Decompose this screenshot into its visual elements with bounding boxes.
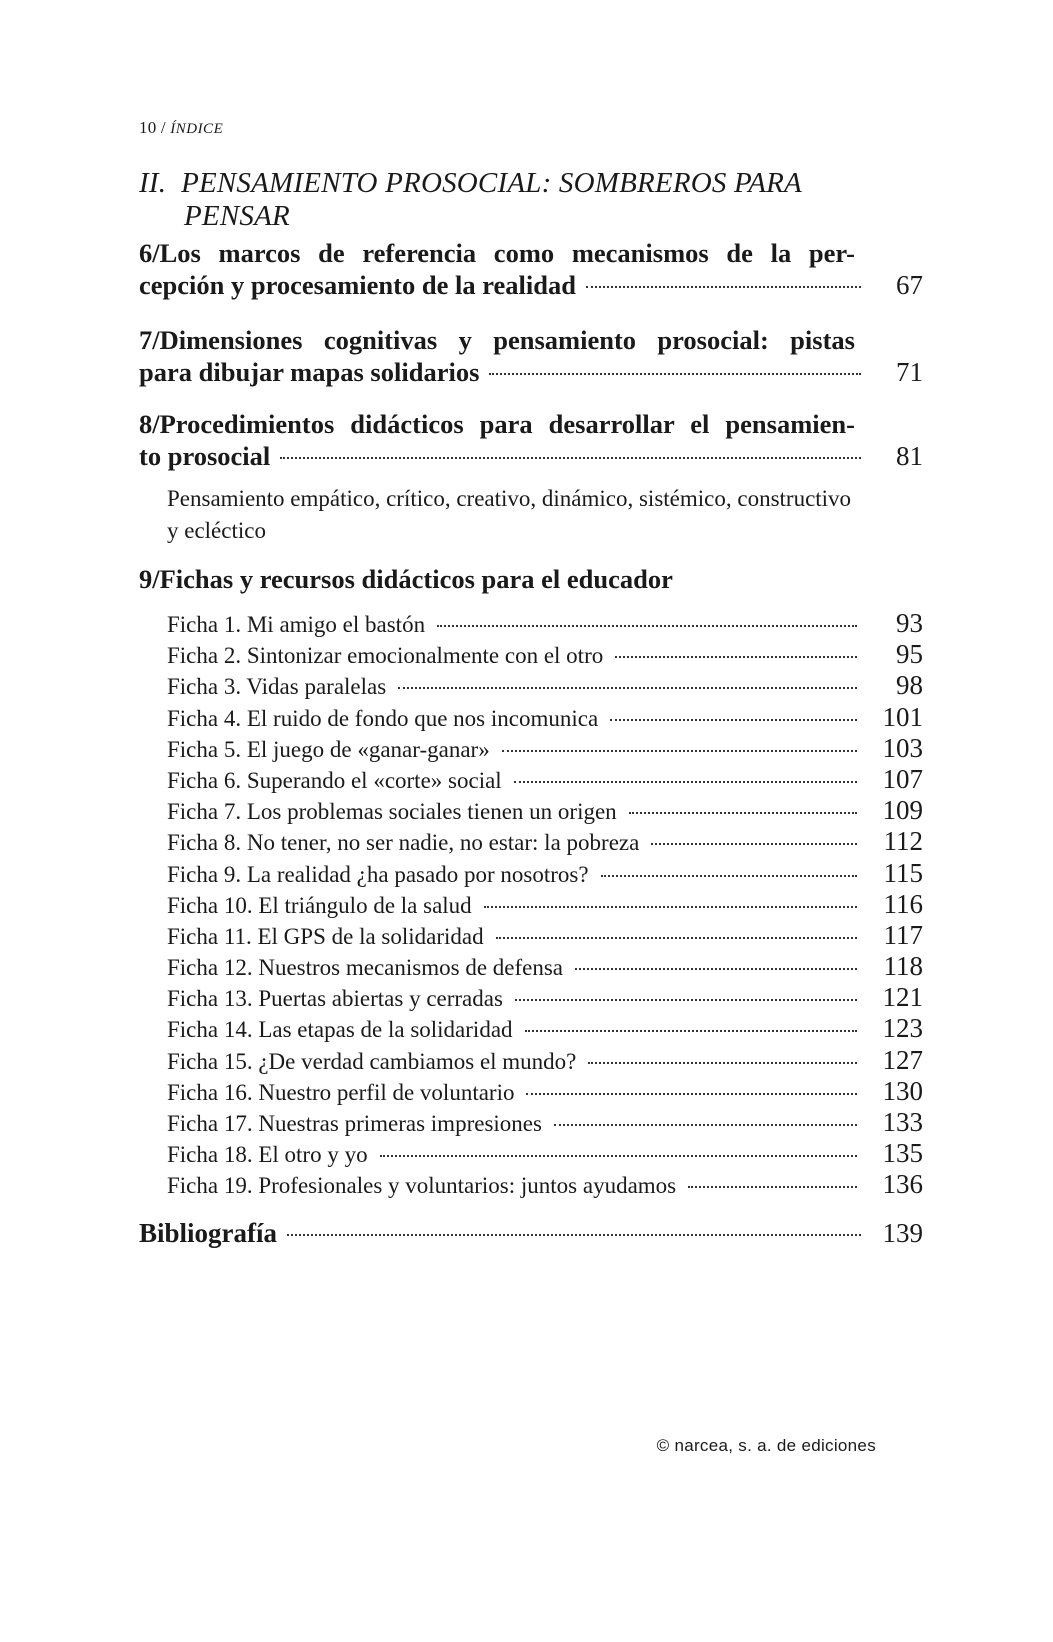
page-ref: 133 [882,1107,923,1137]
dot-leader [502,750,857,752]
ficha-title: Ficha 10. El triángulo de la salud [167,892,472,918]
dot-leader [526,1093,857,1095]
dot-leader [380,1155,857,1157]
dot-leader [525,1030,857,1032]
toc-entry-ficha[interactable] [167,733,923,764]
toc-entry-ficha[interactable] [167,1169,923,1200]
page-ref: 112 [883,826,923,857]
page-ref: 118 [883,951,923,982]
page-ref: 136 [882,1169,923,1200]
chapter-title-line2: para dibujar mapas solidarios [139,357,480,387]
ficha-list [167,608,923,1201]
page-ref: 121 [882,982,923,1013]
running-head-separator: / [156,118,171,137]
chapter-title-line1: 7/Dimensiones cognitivas y pensamiento prosocial: pistas [139,325,855,355]
page-ref: 115 [883,857,923,888]
chapter-title-line2: to prosocial [139,441,271,471]
part-title [139,167,879,233]
dot-leader [688,1186,857,1188]
toc-entry-ficha[interactable] [167,795,923,826]
ficha-title: Ficha 3. Vidas paralelas [167,674,387,700]
toc-entry-ficha[interactable] [167,889,923,920]
toc-entry-ficha[interactable] [167,982,923,1013]
ficha-title: Ficha 4. El ruido de fondo que nos incomunica [167,705,599,731]
ficha-title: Ficha 6. Superando el «corte» social [167,767,502,793]
toc-entry-ficha[interactable] [167,826,923,857]
page-ref: 95 [896,639,923,670]
dot-leader [515,999,857,1001]
dot-leader [588,1062,857,1064]
toc-entry-bibliography[interactable] [139,1218,923,1249]
dot-leader [615,656,857,658]
toc-entry-ficha[interactable] [167,670,923,701]
toc-entry-ficha[interactable] [167,608,923,639]
chapter-title-line2: cepción y procesamiento de la realidad [139,270,576,300]
ficha-title: Ficha 13. Puertas abiertas y cerradas [167,986,503,1012]
ficha-title: Ficha 14. Las etapas de la solidaridad [167,1017,513,1043]
page-ref: 71 [896,357,923,387]
toc-entry-ficha[interactable] [167,858,923,889]
chapter-title: 9/Fichas y recursos didácticos para el educador [139,564,673,594]
toc-entry-chapter-9[interactable] [139,563,923,596]
dot-leader [437,625,857,627]
dot-leader [575,968,857,970]
page-ref: 139 [882,1218,923,1248]
toc-entry-ficha[interactable] [167,702,923,733]
page-ref: 117 [883,919,923,950]
page-ref: 103 [882,732,923,763]
bibliography-title: Bibliografía [139,1218,278,1248]
ficha-title: Ficha 8. No tener, no ser nadie, no estar: la pobreza [167,830,640,856]
dot-leader [484,906,857,908]
ficha-title: Ficha 17. Nuestras primeras impresiones [167,1111,542,1136]
dot-leader [398,687,857,689]
toc-entry-ficha[interactable] [167,639,923,670]
chapter-title-line1: 6/Los marcos de referencia como mecanismos de la per- [139,238,855,268]
ficha-title: Ficha 11. El GPS de la solidaridad [167,923,484,949]
dot-leader [496,937,857,939]
dot-leader [610,719,857,721]
page-ref: 101 [882,701,923,732]
dot-leader [586,286,861,288]
copyright-footer: © narcea, s. a. de ediciones [656,1436,876,1455]
toc-entry-ficha[interactable] [167,1138,923,1169]
ficha-title: Ficha 2. Sintonizar emocionalmente con el otro [167,643,604,669]
page-ref: 123 [882,1013,923,1044]
toc-entry-chapter-6[interactable] [139,237,923,306]
toc-entry-ficha[interactable] [167,764,923,795]
toc-entry-chapter-7[interactable] [139,324,923,393]
page-ref: 109 [882,795,923,826]
ficha-title: Ficha 12. Nuestros mecanismos de defensa [167,955,564,981]
page-number: 10 [139,118,157,137]
page-ref: 127 [882,1044,923,1075]
ficha-title: Ficha 16. Nuestro perfil de voluntario [167,1079,515,1105]
part-title-line2: PENSAR [184,200,290,232]
page-ref: 135 [882,1138,923,1169]
page-ref: 116 [883,888,923,919]
page-ref: 98 [896,670,923,701]
ficha-title: Ficha 7. Los problemas sociales tienen un origen [167,799,617,825]
dot-leader [280,457,861,459]
toc-entry-ficha[interactable] [167,1013,923,1044]
dot-leader [601,875,857,877]
ficha-title: Ficha 19. Profesionales y voluntarios: juntos ayudamos [167,1173,677,1199]
toc-entry-ficha[interactable] [167,1076,923,1107]
ficha-title: Ficha 18. El otro y yo [167,1142,368,1168]
chapter-subtopics: Pensamiento empático, crítico, creativo, dinámico, sistémico, constructivo y ecléctico [167,486,852,543]
ficha-title: Ficha 5. El juego de «ganar-ganar» [167,736,490,762]
page-ref: 67 [896,270,923,300]
page-ref: 107 [882,763,923,794]
dot-leader [651,843,857,845]
running-head-section: ÍNDICE [170,121,224,137]
page-ref: 130 [882,1075,923,1106]
dot-leader [287,1234,861,1236]
toc-entry-ficha[interactable] [167,1107,923,1138]
part-title-line1: II. PENSAMIENTO PROSOCIAL: SOMBREROS PARA [139,167,802,199]
dot-leader [629,812,857,814]
toc-entry-ficha[interactable] [167,1045,923,1076]
dot-leader [554,1124,857,1126]
dot-leader [514,781,857,783]
toc-entry-ficha[interactable] [167,951,923,982]
chapter-title-line1: 8/Procedimientos didácticos para desarrollar el pensamien- [139,409,855,439]
page-ref: 81 [896,441,923,471]
dot-leader [489,373,861,375]
ficha-title: Ficha 9. La realidad ¿ha pasado por nosotros? [167,861,589,887]
toc-entry-ficha[interactable] [167,920,923,951]
ficha-title: Ficha 15. ¿De verdad cambiamos el mundo? [167,1048,577,1074]
ficha-title: Ficha 1. Mi amigo el bastón [167,612,426,637]
toc-entry-chapter-8[interactable] [139,408,923,547]
running-head [139,118,223,138]
page-ref: 93 [896,608,923,638]
